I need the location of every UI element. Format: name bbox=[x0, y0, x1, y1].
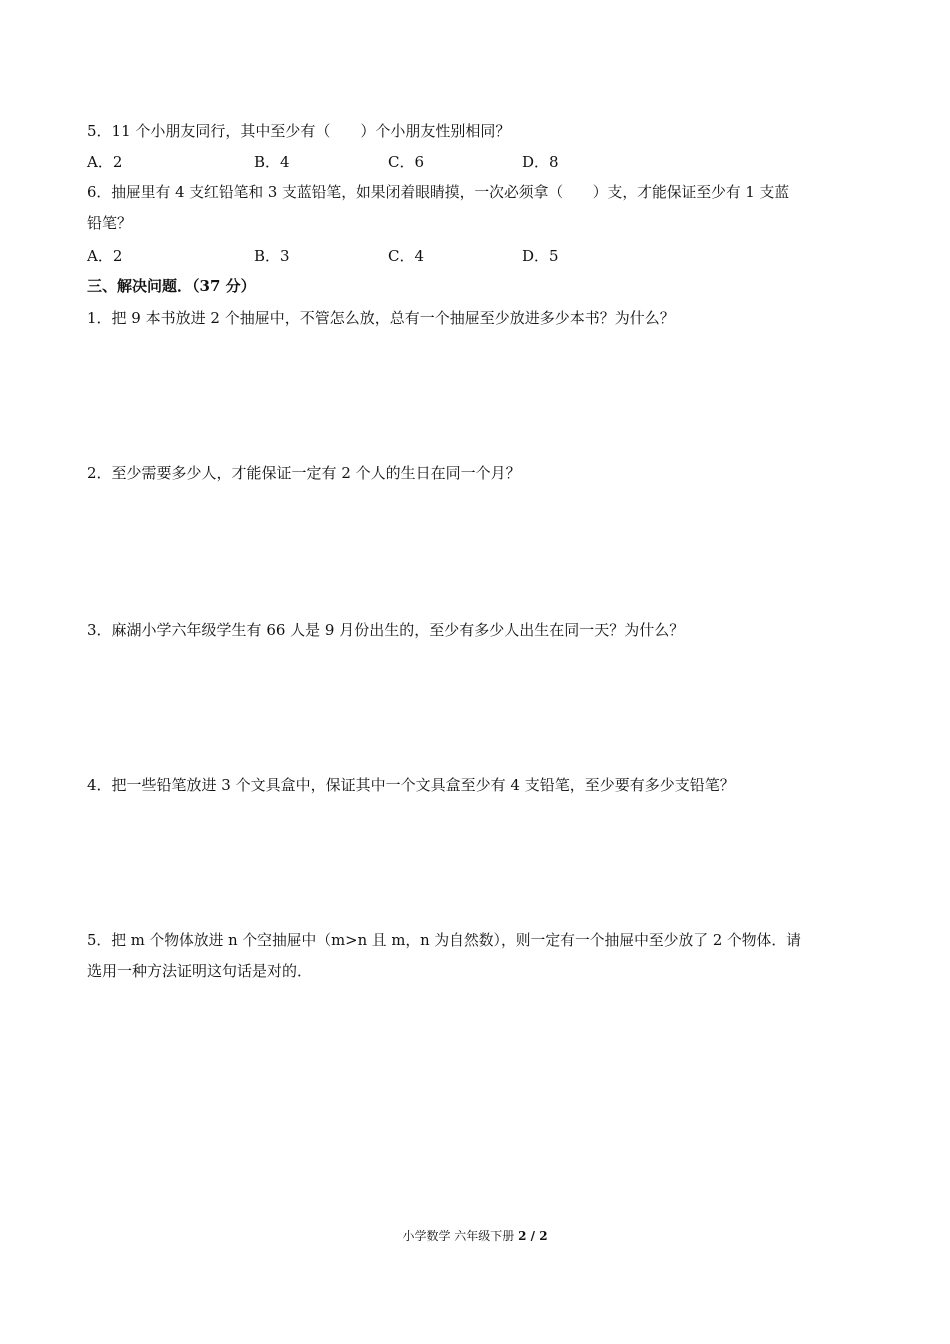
q6-option-b: B．3 bbox=[254, 247, 290, 265]
problem-5-line-2: 选用一种方法证明这句话是对的． bbox=[87, 962, 313, 980]
q5-option-a: A．2 bbox=[87, 153, 123, 171]
q6-option-c: C．4 bbox=[388, 247, 425, 265]
page-footer bbox=[0, 1228, 950, 1244]
section-3-heading: 三、解决问题．（37 分） bbox=[87, 277, 256, 295]
footer-text: 小学数学 六年级下册 bbox=[402, 1229, 515, 1243]
problem-4: 4．把一些铅笔放进 3 个文具盒中，保证其中一个文具盒至少有 4 支铅笔，至少要有多少支铅笔？ bbox=[87, 776, 735, 794]
problem-5-line-1: 5．把 m 个物体放进 n 个空抽屉中（m>n 且 m，n 为自然数），则一定有一个抽屉中至少放了 2 个物体．请 bbox=[87, 932, 801, 949]
problem-1: 1．把 9 本书放进 2 个抽屉中，不管怎么放，总有一个抽屉至少放进多少本书？为什么？ bbox=[87, 309, 675, 327]
question-6-stem-line-2: 铅笔？ bbox=[87, 214, 133, 232]
question-6-stem-line-1: 6．抽屉里有 4 支红铅笔和 3 支蓝铅笔，如果闭着眼睛摸，一次必须拿（ ）支，才能保证至少有 1 支蓝 bbox=[87, 184, 790, 201]
q6-option-d: D．5 bbox=[522, 247, 559, 265]
q5-option-b: B．4 bbox=[254, 153, 290, 171]
q5-option-c: C．6 bbox=[388, 153, 425, 171]
page-number: 2 / 2 bbox=[518, 1229, 548, 1243]
problem-3: 3．麻湖小学六年级学生有 66 人是 9 月份出生的，至少有多少人出生在同一天？为什么？ bbox=[87, 621, 685, 639]
q6-option-a: A．2 bbox=[87, 247, 123, 265]
q5-option-d: D．8 bbox=[522, 153, 559, 171]
problem-2: 2．至少需要多少人，才能保证一定有 2 个人的生日在同一个月？ bbox=[87, 464, 521, 482]
question-5-stem: 5．11 个小朋友同行，其中至少有（ ）个小朋友性别相同？ bbox=[87, 122, 511, 140]
